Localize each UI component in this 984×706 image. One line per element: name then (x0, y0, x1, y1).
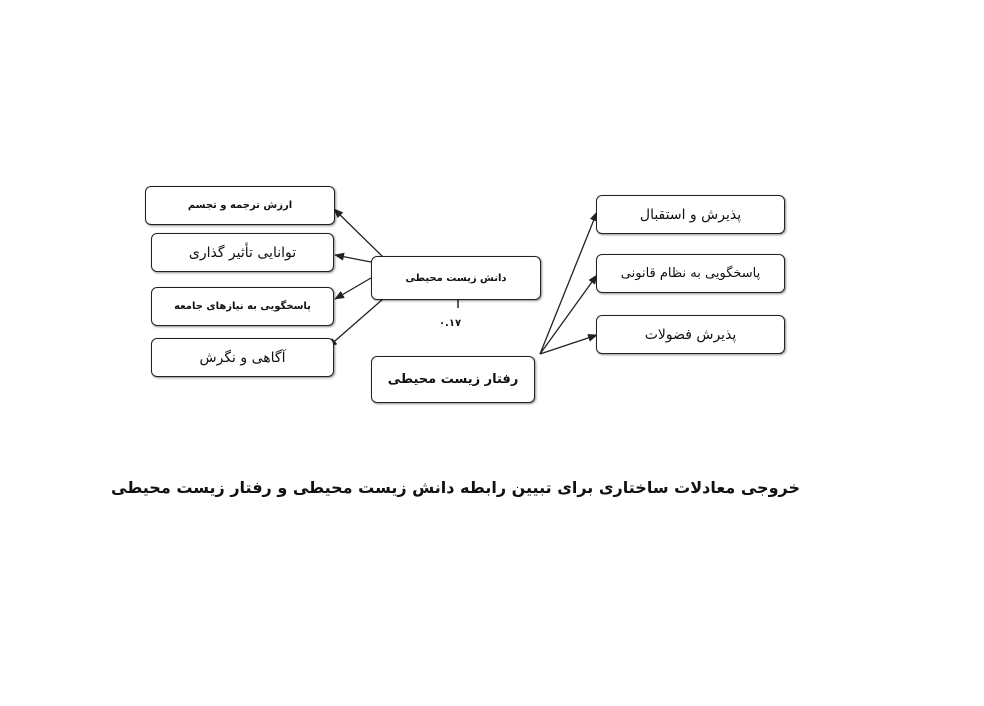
indicator-node-society-needs (151, 287, 334, 326)
arrow-knowledge-to-arzesh (334, 209, 383, 257)
indicator-node-awareness-attitude (151, 338, 334, 377)
figure-caption: خروجی معادلات ساختاری برای تبیین رابطه دانش زیست محیطی و رفتار زیست محیطی (111, 478, 800, 497)
construct-label: رفتار زیست محیطی (387, 372, 519, 387)
indicator-label: پاسخگویی به نظام قانونی (620, 266, 761, 281)
construct-node-environmental-knowledge (371, 256, 541, 300)
indicator-label: پاسخگویی به نیازهای جامعه (174, 301, 311, 312)
arrow-behavior-to-qanoon (540, 275, 597, 354)
indicator-label: پذیرش و استقبال (639, 206, 742, 223)
arrow-behavior-to-fozolat (540, 335, 597, 354)
indicator-label: آگاهی و نگرش (199, 349, 286, 366)
indicator-node-waste-acceptance (596, 315, 785, 354)
path-coefficient-label: ۰.۱۷ (438, 318, 462, 329)
indicator-node-acceptance (596, 195, 785, 234)
arrow-knowledge-to-pasokh (335, 278, 371, 299)
indicator-node-influence-ability (151, 233, 334, 272)
arrow-knowledge-to-tavanaei (335, 255, 371, 262)
indicator-node-value-translation (145, 186, 335, 225)
indicator-node-legal-accountability (596, 254, 785, 293)
construct-node-environmental-behavior (371, 356, 535, 403)
construct-label: دانش زیست محیطی (405, 272, 507, 284)
indicator-label: توانایی تأثیر گذاری (188, 244, 297, 261)
indicator-label: پذیرش فضولات (644, 326, 737, 343)
indicator-label: ارزش ترجمه و تجسم (187, 200, 293, 211)
arrow-behavior-to-paziresh (540, 212, 597, 354)
arrow-knowledge-to-agahi (328, 299, 383, 347)
